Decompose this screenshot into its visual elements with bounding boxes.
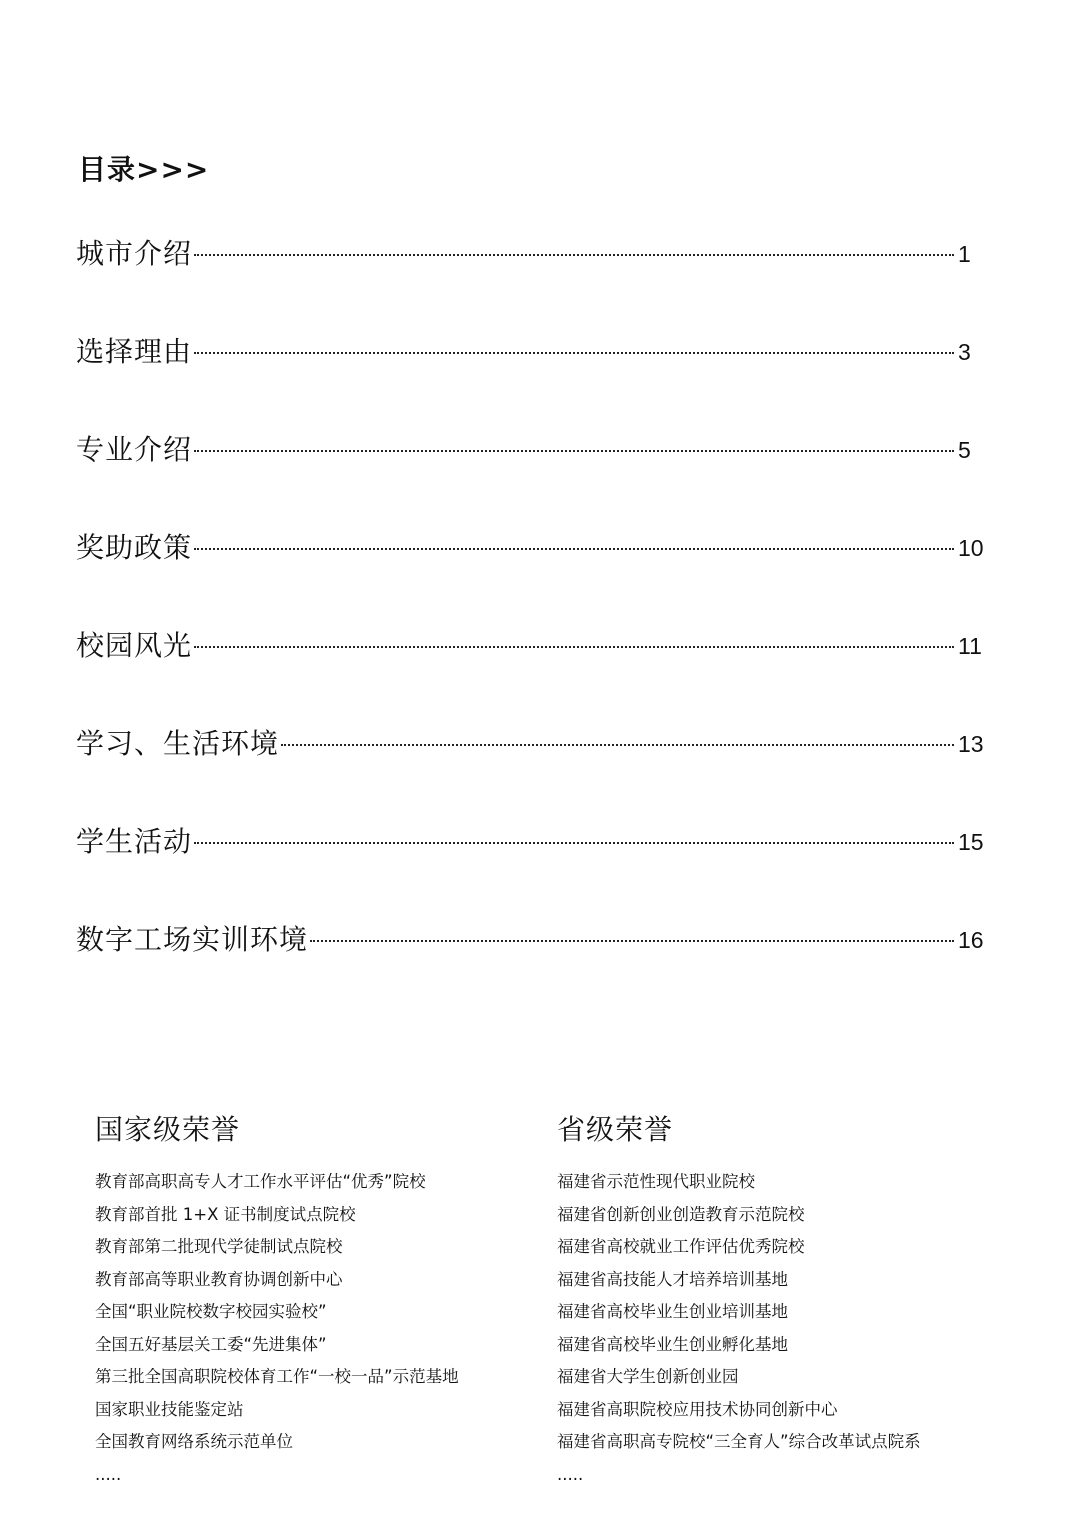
honor-item: 教育部首批 1+X 证书制度试点院校 xyxy=(95,1204,356,1224)
honor-item: 福建省大学生创新创业园 xyxy=(557,1367,739,1386)
toc-item-page: 1 xyxy=(958,241,971,267)
toc-item[interactable] xyxy=(76,722,996,820)
toc-item-title: 学习、生活环境 xyxy=(76,727,280,760)
honor-item: 福建省高校毕业生创业培训基地 xyxy=(557,1302,788,1321)
toc-dot-leader xyxy=(194,526,954,570)
honor-item: 福建省高职高专院校“三全育人”综合改革试点院系 xyxy=(557,1432,921,1451)
honor-item: 福建省高校就业工作评估优秀院校 xyxy=(557,1237,805,1256)
honor-item: 全国教育网络系统示范单位 xyxy=(95,1432,293,1451)
provincial-honors-list xyxy=(557,1166,987,1491)
toc-item[interactable] xyxy=(76,526,996,624)
toc-item-page: 11 xyxy=(958,633,982,659)
toc-dot-leader xyxy=(194,624,954,668)
provincial-honors-section xyxy=(557,1108,987,1491)
toc-item-page: 10 xyxy=(958,535,984,561)
honor-item: 教育部第二批现代学徒制试点院校 xyxy=(95,1237,343,1256)
honor-item: 教育部高等职业教育协调创新中心 xyxy=(95,1269,343,1289)
national-honors-title: 国家级荣誉 xyxy=(95,1113,241,1146)
toc-item-page: 15 xyxy=(958,829,984,855)
toc-item-title: 学生活动 xyxy=(76,825,193,858)
honor-item: 福建省示范性现代职业院校 xyxy=(557,1172,755,1191)
toc-item[interactable] xyxy=(76,624,996,722)
toc-heading: 目录>>> xyxy=(78,153,210,186)
national-honors-list xyxy=(95,1166,535,1491)
honor-item: 全国五好基层关工委“先进集体” xyxy=(95,1334,327,1354)
toc-dot-leader xyxy=(194,330,954,374)
provincial-honors-title: 省级荣誉 xyxy=(557,1113,674,1146)
toc-item[interactable] xyxy=(76,330,996,428)
toc-item[interactable] xyxy=(76,232,996,330)
toc-dot-leader xyxy=(194,820,954,864)
toc-item-title: 选择理由 xyxy=(76,335,193,368)
toc-item-page: 13 xyxy=(958,731,984,757)
honor-item: 福建省高技能人才培养培训基地 xyxy=(557,1269,788,1289)
toc-item[interactable] xyxy=(76,918,996,1016)
toc-item-title: 奖助政策 xyxy=(76,531,193,564)
toc-item-page: 16 xyxy=(958,927,984,953)
toc-item[interactable] xyxy=(76,428,996,526)
national-honors-section xyxy=(95,1108,535,1491)
honor-item-ellipsis: ..... xyxy=(557,1464,584,1484)
toc-item-title: 城市介绍 xyxy=(76,237,193,270)
toc-item-title: 校园风光 xyxy=(76,629,193,662)
toc-list xyxy=(76,232,996,1016)
honor-item: 福建省高校毕业生创业孵化基地 xyxy=(557,1334,788,1354)
honor-item: 福建省高职院校应用技术协同创新中心 xyxy=(557,1399,838,1419)
toc-dot-leader xyxy=(310,918,954,962)
honor-item: 国家职业技能鉴定站 xyxy=(95,1399,244,1419)
toc-dot-leader xyxy=(194,428,954,472)
toc-dot-leader xyxy=(194,232,954,276)
honor-item: 全国“职业院校数字校园实验校” xyxy=(95,1302,327,1321)
honor-item: 第三批全国高职院校体育工作“一校一品”示范基地 xyxy=(95,1367,459,1386)
honor-item: 教育部高职高专人才工作水平评估“优秀”院校 xyxy=(95,1172,426,1191)
toc-item-title: 数字工场实训环境 xyxy=(76,923,309,956)
toc-item-page: 3 xyxy=(958,339,971,365)
toc-item-title: 专业介绍 xyxy=(76,433,193,466)
toc-dot-leader xyxy=(281,722,954,766)
honor-item-ellipsis: ..... xyxy=(95,1464,122,1484)
toc-item-page: 5 xyxy=(958,437,971,463)
honor-item: 福建省创新创业创造教育示范院校 xyxy=(557,1204,805,1224)
toc-item[interactable] xyxy=(76,820,996,918)
